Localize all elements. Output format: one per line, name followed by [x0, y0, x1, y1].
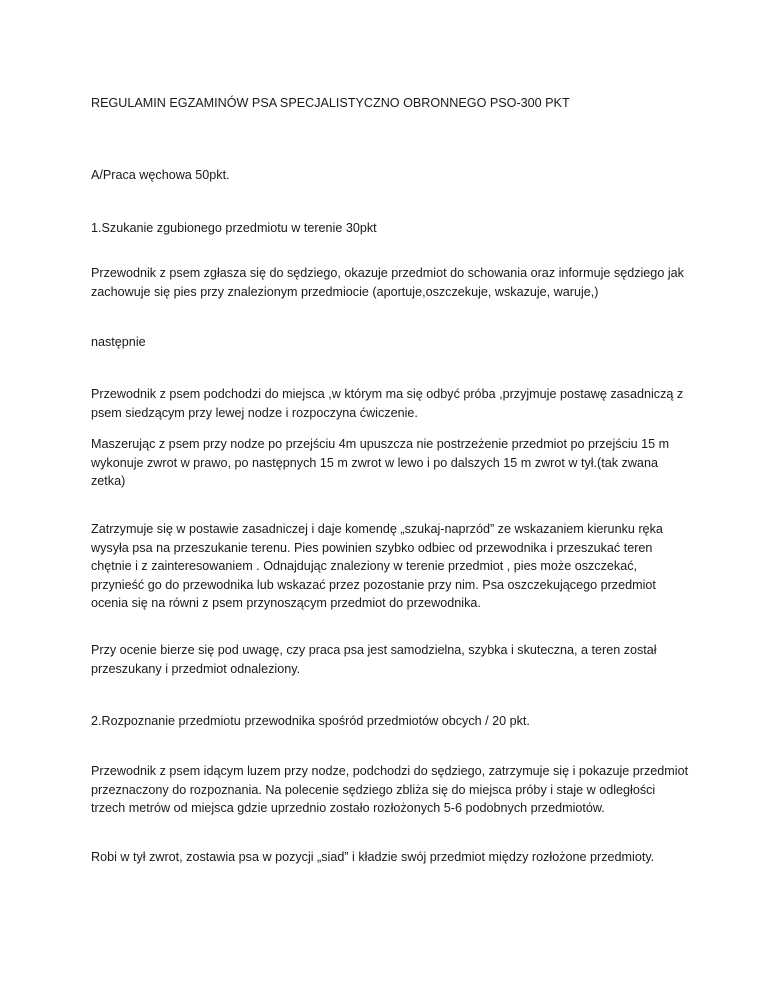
paragraph-7: Przewodnik z psem idącym luzem przy nodze, podchodzi do sędziego, zatrzymuje się i pokazuje przedmiot przeznaczony do rozpoznania. Na polecenie sędziego zbliża się do miejsca próby i staje w odległości trzech metrów od miejsca gdzie uprzednio zostało rozłożonych 5-6 podobnych przedmiotów. — [91, 764, 689, 815]
section-a-heading: A/Praca węchowa 50pkt. — [91, 168, 230, 182]
paragraph-1: Przewodnik z psem zgłasza się do sędziego, okazuje przedmiot do schowania oraz informuje sędziego jak zachowuje się pies przy znalezionym przedmiocie (aportuje,oszczekuje, wskazuje, waruje,) — [91, 266, 684, 299]
paragraph-6: Przy ocenie bierze się pod uwagę, czy praca psa jest samodzielna, szybka i skuteczna, a teren został przeszukany i przedmiot odnaleziony. — [91, 643, 657, 676]
paragraph-4: Maszerując z psem przy nodze po przejściu 4m upuszcza nie postrzeżenie przedmiot po przejściu 15 m wykonuje zwrot w prawo, po następnych 15 m zwrot w lewo i po dalszych 15 m zwrot w tył.(tak zwana zetka) — [91, 437, 670, 488]
paragraph-5: Zatrzymuje się w postawie zasadniczej i daje komendę „szukaj-naprzód” ze wskazaniem kierunku ręka wysyła psa na przeszukanie terenu. Pies powinien szybko odbiec od przewodnika i przeszukać teren chętnie i z zainteresowaniem . Odnajdując znaleziony w terenie przedmiot , pies może oszczekać, przynieść go do przewodnika lub wskazać przez pozostanie przy nim. Psa oszczekującego przedmiot ocenia się na równi z psem przynoszącym przedmiot do przewodnika. — [91, 522, 663, 610]
item-2-heading: 2.Rozpoznanie przedmiotu przewodnika spośród przedmiotów obcych / 20 pkt. — [91, 714, 530, 728]
paragraph-2: następnie — [91, 335, 146, 349]
paragraph-3: Przewodnik z psem podchodzi do miejsca ,w którym ma się odbyć próba ,przyjmuje postawę zasadniczą z psem siedzącym przy lewej nodze i rozpoczyna ćwiczenie. — [91, 387, 684, 420]
document-title: REGULAMIN EGZAMINÓW PSA SPECJALISTYCZNO OBRONNEGO PSO-300 PKT — [91, 96, 570, 110]
paragraph-8: Robi w tył zwrot, zostawia psa w pozycji „siad” i kładzie swój przedmiot między rozłożone przedmioty. — [91, 850, 655, 864]
item-1-heading: 1.Szukanie zgubionego przedmiotu w terenie 30pkt — [91, 221, 377, 235]
